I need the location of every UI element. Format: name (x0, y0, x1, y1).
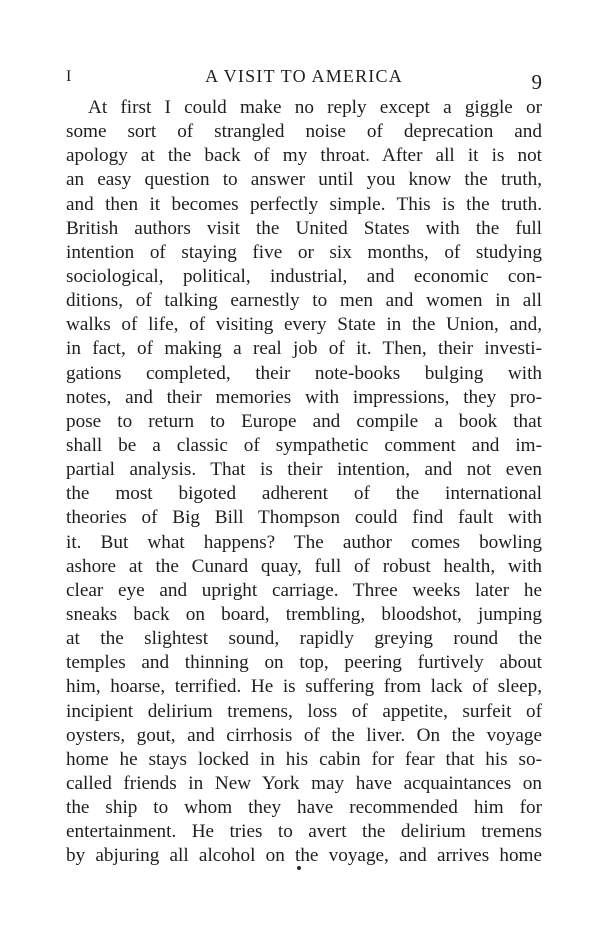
running-title: A VISIT TO AMERICA (205, 66, 403, 86)
text-line: At first I could make no reply except a giggle or (88, 97, 542, 118)
text-line: sociological, political, industrial, and economic con- (66, 265, 542, 287)
running-header (66, 66, 542, 92)
text-line: the most bigoted adherent of the international (66, 483, 542, 505)
text-line: sneaks back on board, trembling, bloodshot, jumping (66, 603, 542, 625)
text-line: entertainment. He tries to avert the delirium tremens (66, 821, 542, 843)
text-line: an easy question to answer until you know the truth, (66, 169, 542, 191)
text-line: ditions, of talking earnestly to men and women in all (66, 290, 542, 312)
text-line: at the slightest sound, rapidly greying round the (66, 628, 542, 650)
page-number: 9 (531, 70, 542, 94)
text-line: it. But what happens? The author comes bowling (66, 531, 542, 553)
text-line: temples and thinning on top, peering furtively about (66, 652, 542, 674)
text-line: him, hoarse, terrified. He is suffering from lack of sleep, (66, 676, 542, 698)
text-line: walks of life, of visiting every State in the Union, and, (66, 314, 542, 336)
text-line: gations completed, their note-books bulging with (66, 362, 542, 384)
text-line: called friends in New York may have acquaintances on (66, 772, 542, 794)
text-line: partial analysis. That is their intention, and not even (66, 459, 542, 481)
body-text (66, 96, 542, 869)
text-line: by abjuring all alcohol on the voyage, and arrives home (66, 845, 542, 867)
text-line: the ship to whom they have recommended him for (66, 797, 542, 819)
text-line: in fact, of making a real job of it. Then, their investi- (66, 338, 542, 360)
text-line: shall be a classic of sympathetic comment and im- (66, 434, 542, 456)
text-line: theories of Big Bill Thompson could find fault with (66, 507, 542, 529)
print-speck (297, 866, 301, 870)
text-line: notes, and their memories with impressions, they pro- (66, 386, 542, 408)
text-line: British authors visit the United States with the full (66, 217, 542, 239)
text-line: pose to return to Europe and compile a book that (66, 410, 542, 432)
text-line: clear eye and upright carriage. Three weeks later he (66, 579, 542, 601)
text-line: ashore at the Cunard quay, full of robust health, with (66, 555, 542, 577)
text-line: some sort of strangled noise of deprecation and (66, 121, 542, 143)
text-line: oysters, gout, and cirrhosis of the liver. On the voyage (66, 724, 542, 746)
text-line: and then it becomes perfectly simple. This is the truth. (66, 193, 542, 215)
signature-mark: I (66, 68, 73, 85)
text-line: incipient delirium tremens, loss of appetite, surfeit of (66, 700, 542, 722)
text-line: home he stays locked in his cabin for fear that his so- (66, 748, 542, 770)
text-line: intention of staying five or six months, of studying (66, 241, 542, 263)
text-line: apology at the back of my throat. After all it is not (66, 145, 542, 167)
